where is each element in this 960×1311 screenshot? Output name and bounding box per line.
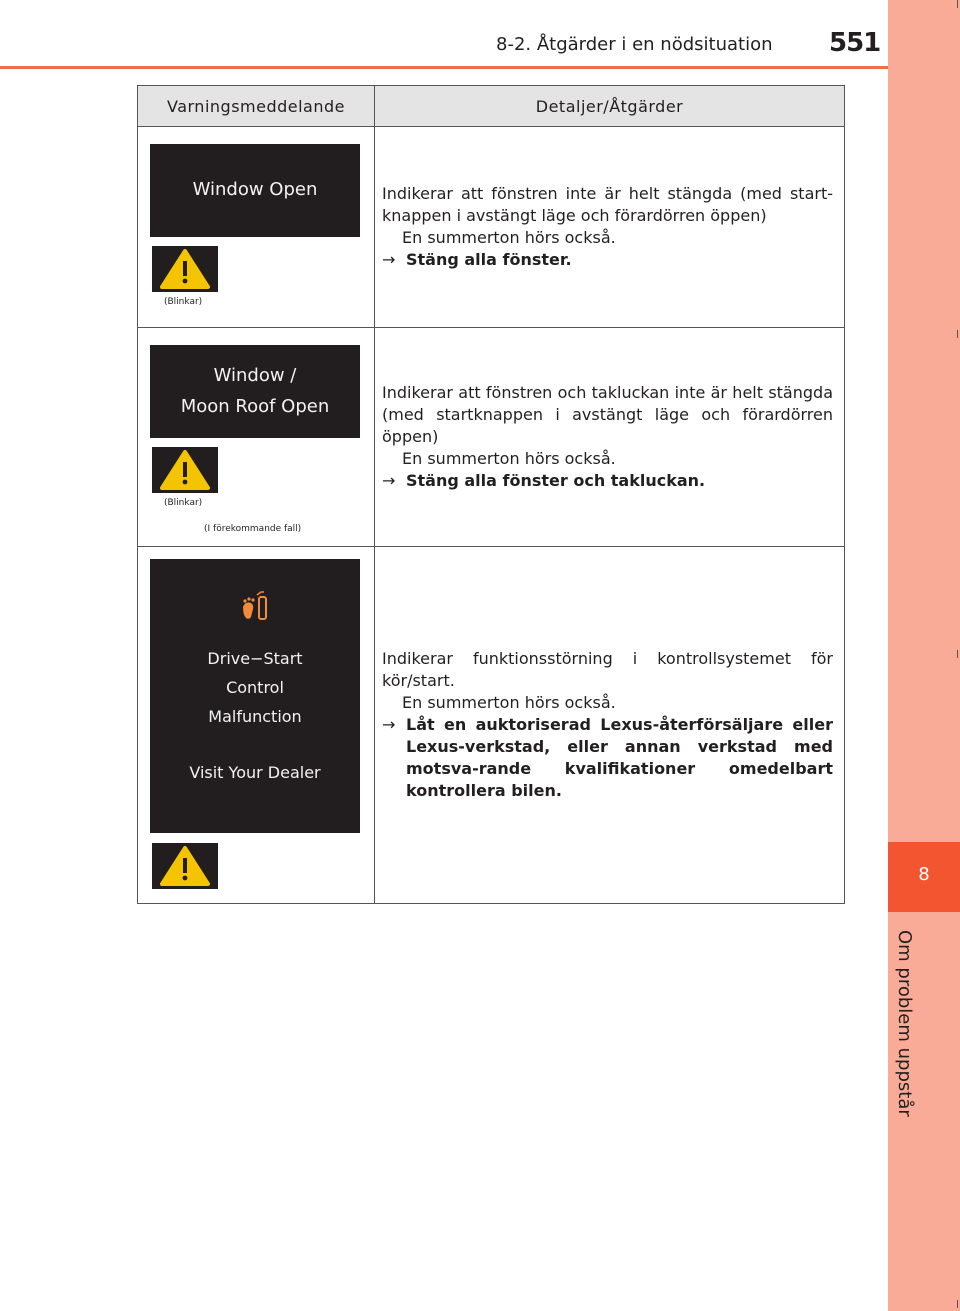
- action-text: Stäng alla fönster och takluckan.: [406, 471, 706, 490]
- display-drive-start-malfunction: [150, 559, 360, 833]
- icon-caption: (Blinkar): [164, 297, 203, 307]
- display-text: Moon Roof Open: [180, 396, 330, 417]
- table-row: [138, 328, 845, 547]
- icon-caption: (Blinkar): [164, 498, 203, 508]
- display-window-moonroof-open: [150, 345, 360, 438]
- chapter-number: 8: [918, 864, 930, 885]
- warning-triangle-icon: [152, 246, 218, 292]
- warning-triangle-icon: [152, 843, 218, 889]
- action-instruction: [382, 714, 833, 802]
- warning-message-table: [137, 85, 845, 904]
- arrow-icon: →: [382, 471, 396, 490]
- action-instruction: [382, 249, 833, 271]
- details-cell: [375, 547, 845, 904]
- arrow-icon: →: [382, 250, 396, 269]
- details-cell: [375, 328, 845, 547]
- warning-triangle-icon: [152, 447, 218, 493]
- page-number: 551: [829, 28, 881, 58]
- crop-mark: [957, 330, 958, 338]
- page-header-title: 8-2. Åtgärder i en nödsituation: [496, 34, 773, 55]
- column-header-warning: Varningsmeddelande: [138, 86, 375, 127]
- display-text: Window /: [213, 365, 297, 386]
- description-text: Indikerar att fönstren inte är helt stängda (med start-knappen i avstängt läge och förardörren öppen): [382, 184, 833, 225]
- display-text: Control: [226, 678, 284, 697]
- table-row: [138, 547, 845, 904]
- header-rule: [0, 66, 888, 69]
- display-text: Visit Your Dealer: [189, 763, 321, 782]
- description-text: Indikerar funktionsstörning i kontrollsystemet för kör/start.: [382, 649, 833, 690]
- availability-note: (I förekommande fall): [204, 524, 302, 534]
- buzzer-note: En summerton hörs också.: [402, 228, 616, 247]
- table-row: [138, 127, 845, 328]
- action-text: Stäng alla fönster.: [406, 250, 572, 269]
- column-header-details: Detaljer/Åtgärder: [375, 86, 845, 127]
- foot-brake-start-icon: [150, 589, 360, 629]
- details-cell: [375, 127, 845, 328]
- description-text: Indikerar att fönstren och takluckan inte är helt stängda (med startknappen i avstängt läge och förardörren öppen): [382, 383, 833, 446]
- chapter-label: Om problem uppstår: [894, 930, 915, 1117]
- arrow-icon: →: [382, 715, 396, 734]
- warning-display-cell: [138, 547, 375, 904]
- action-text: Låt en auktoriserad Lexus-återförsäljare eller Lexus-verkstad, eller annan verkstad med motsva-rande kvalifikationer omedelbart kontrollera bilen.: [406, 715, 833, 800]
- warning-display-cell: [138, 328, 375, 547]
- buzzer-note: En summerton hörs också.: [402, 693, 616, 712]
- display-text: Window Open: [192, 179, 318, 200]
- chapter-number-box: [888, 842, 960, 912]
- warning-display-cell: [138, 127, 375, 328]
- display-window-open: [150, 144, 360, 237]
- action-instruction: [382, 470, 833, 492]
- crop-mark: [957, 0, 958, 8]
- display-text: Malfunction: [208, 707, 302, 726]
- buzzer-note: En summerton hörs också.: [402, 449, 616, 468]
- crop-mark: [957, 650, 958, 658]
- crop-mark: [957, 1300, 958, 1308]
- display-text: Drive−Start: [207, 649, 303, 668]
- table-header-row: [138, 86, 845, 127]
